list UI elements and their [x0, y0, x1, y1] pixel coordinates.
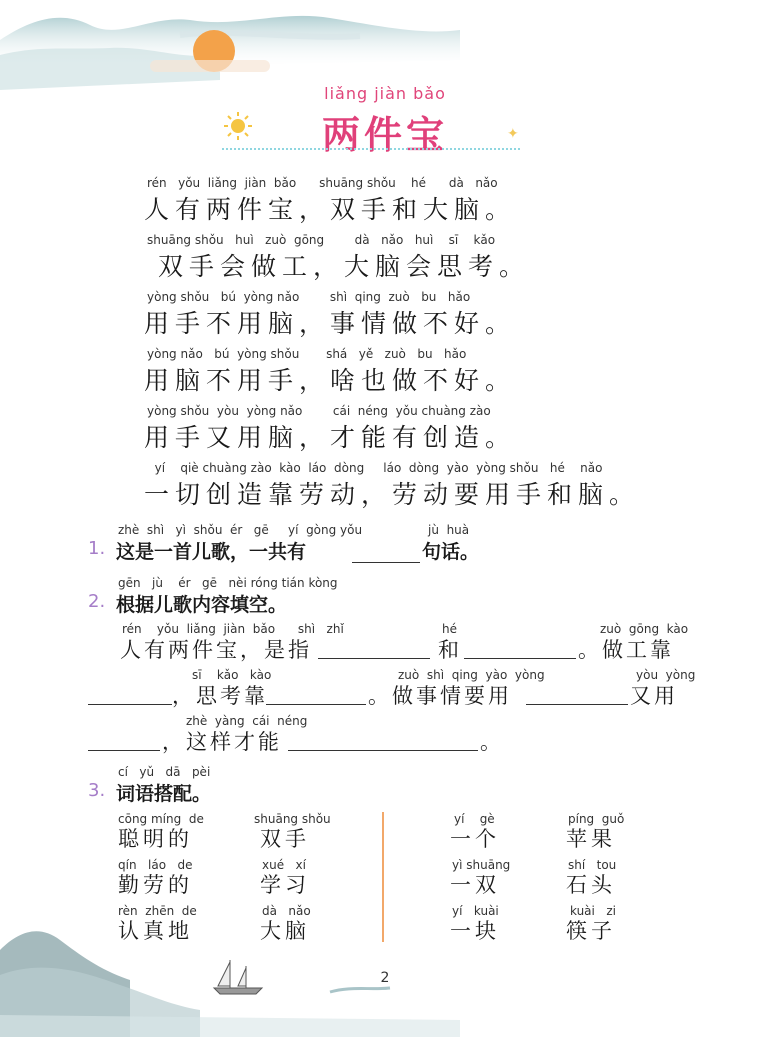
poem-line-5: 用手又用脑，才能有创造。: [144, 423, 517, 452]
q3-left-b-2-pinyin: xué xí: [262, 858, 306, 872]
q2-line1-pinyin-a: rén yǒu liǎng jiàn bǎo shì zhǐ: [122, 622, 344, 636]
q3-right-a-3-pinyin: yí kuài: [452, 904, 499, 918]
q3-left-b-2[interactable]: 学习: [260, 873, 310, 897]
q2-line2-text-a: ，思考靠: [172, 684, 268, 708]
q3-left-b-1[interactable]: 双手: [260, 827, 310, 851]
q3-text: 词语搭配。: [116, 783, 212, 805]
q2-blank-1[interactable]: [318, 658, 430, 659]
q2-blank-5[interactable]: [526, 704, 628, 705]
q2-line2-text-c: 又用: [630, 684, 678, 708]
poem-line-5-pinyin: yòng shǒu yòu yòng nǎo cái néng yǒu chuàng zào: [147, 404, 491, 418]
poem-line-4: 用脑不用手，啥也做不好。: [144, 366, 517, 395]
q2-line1-text-b: 和: [438, 638, 462, 662]
q3-right-a-2[interactable]: 一双: [450, 873, 500, 897]
q2-blank-7[interactable]: [288, 750, 478, 751]
q1-text-a: 这是一首儿歌，一共有: [116, 541, 307, 563]
q3-left-a-1-pinyin: cōng míng de: [118, 812, 204, 826]
q1-pinyin-a: zhè shì yì shǒu ér gē: [118, 523, 269, 537]
q2-blank-4[interactable]: [266, 704, 366, 705]
q3-left-b-3-pinyin: dà nǎo: [262, 904, 311, 918]
cloud-decoration: [150, 60, 270, 72]
star-icon: ✦: [507, 126, 519, 142]
title-underline: [222, 148, 520, 150]
poem-line-2: 双手会做工，大脑会思考。: [144, 252, 530, 281]
q2-line2-pinyin-c: yòu yòng: [636, 668, 696, 682]
q2-blank-6[interactable]: [88, 750, 160, 751]
poem-line-3: 用手不用脑，事情做不好。: [144, 309, 517, 338]
page-title: 两件宝: [321, 113, 448, 157]
q2-line2-pinyin-a: sī kǎo kào: [192, 668, 272, 682]
title-pinyin: liǎng jiàn bǎo: [324, 84, 446, 103]
poem-line-6-pinyin: yí qiè chuàng zào kào láo dòng láo dòng yào yòng shǒu hé nǎo: [147, 461, 603, 475]
q2-line1-text-a: 人有两件宝，是指: [120, 638, 312, 662]
poem-line-3-pinyin: yòng shǒu bú yòng nǎo shì qing zuò bu hǎo: [147, 290, 471, 304]
q2-line3-text-a: ，这样才能: [162, 730, 282, 754]
q2-line1-text-c: 。做工靠: [578, 638, 674, 662]
page-number: 2: [380, 970, 390, 986]
q3-right-a-1[interactable]: 一个: [450, 827, 500, 851]
poem-line-1: 人有两件宝，双手和大脑。: [144, 195, 517, 224]
q1-pinyin-c: jù huà: [428, 523, 470, 537]
q3-left-a-2-pinyin: qín láo de: [118, 858, 193, 872]
q3-number: 3.: [88, 780, 106, 801]
q2-pinyin: gēn jù ér gē nèi róng tián kòng: [118, 576, 338, 590]
q3-left-b-3[interactable]: 大脑: [260, 919, 310, 943]
q3-right-b-3[interactable]: 筷子: [566, 919, 616, 943]
q1-pinyin-b: yí gòng yǒu: [288, 523, 363, 537]
q3-right-b-2-pinyin: shí tou: [568, 858, 617, 872]
q1-number: 1.: [88, 538, 106, 559]
q3-left-a-3-pinyin: rèn zhēn de: [118, 904, 197, 918]
q3-left-a-3[interactable]: 认真地: [118, 919, 193, 943]
q2-blank-3[interactable]: [88, 704, 172, 705]
q2-line2-pinyin-b: zuò shì qing yào yòng: [398, 668, 545, 682]
poem-line-1-pinyin: rén yǒu liǎng jiàn bǎo shuāng shǒu hé dà nǎo: [147, 176, 498, 190]
q2-number: 2.: [88, 591, 106, 612]
q3-left-a-2[interactable]: 勤劳的: [118, 873, 193, 897]
q3-pinyin: cí yǔ dā pèi: [118, 765, 211, 779]
q3-right-b-2[interactable]: 石头: [566, 873, 616, 897]
q3-right-b-3-pinyin: kuài zi: [570, 904, 616, 918]
q3-left-b-1-pinyin: shuāng shǒu: [254, 812, 331, 826]
poem-line-6: 一切创造靠劳动，劳动要用手和脑。: [144, 480, 641, 509]
q1-blank[interactable]: [352, 562, 420, 563]
q2-line1-pinyin-b: hé: [442, 622, 457, 636]
q2-line2-text-b: 。做事情要用: [368, 684, 512, 708]
q3-right-b-1-pinyin: píng guǒ: [568, 812, 625, 826]
q2-line3-pinyin: zhè yàng cái néng: [186, 714, 308, 728]
q2-line3-text-b: 。: [480, 730, 504, 754]
poem-line-2-pinyin: shuāng shǒu huì zuò gōng dà nǎo huì sī kǎo: [147, 233, 496, 247]
q2-blank-2[interactable]: [464, 658, 576, 659]
q2-line1-pinyin-c: zuò gōng kào: [600, 622, 689, 636]
q3-right-b-1[interactable]: 苹果: [566, 827, 616, 851]
q3-right-a-2-pinyin: yì shuāng: [452, 858, 511, 872]
q3-left-a-1[interactable]: 聪明的: [118, 827, 193, 851]
q3-right-a-1-pinyin: yí gè: [454, 812, 495, 826]
q2-text: 根据儿歌内容填空。: [116, 594, 288, 616]
q3-right-a-3[interactable]: 一块: [450, 919, 500, 943]
poem-line-4-pinyin: yòng nǎo bú yòng shǒu shá yě zuò bu hǎo: [147, 347, 467, 361]
q1-text-b: 句话。: [422, 541, 480, 563]
